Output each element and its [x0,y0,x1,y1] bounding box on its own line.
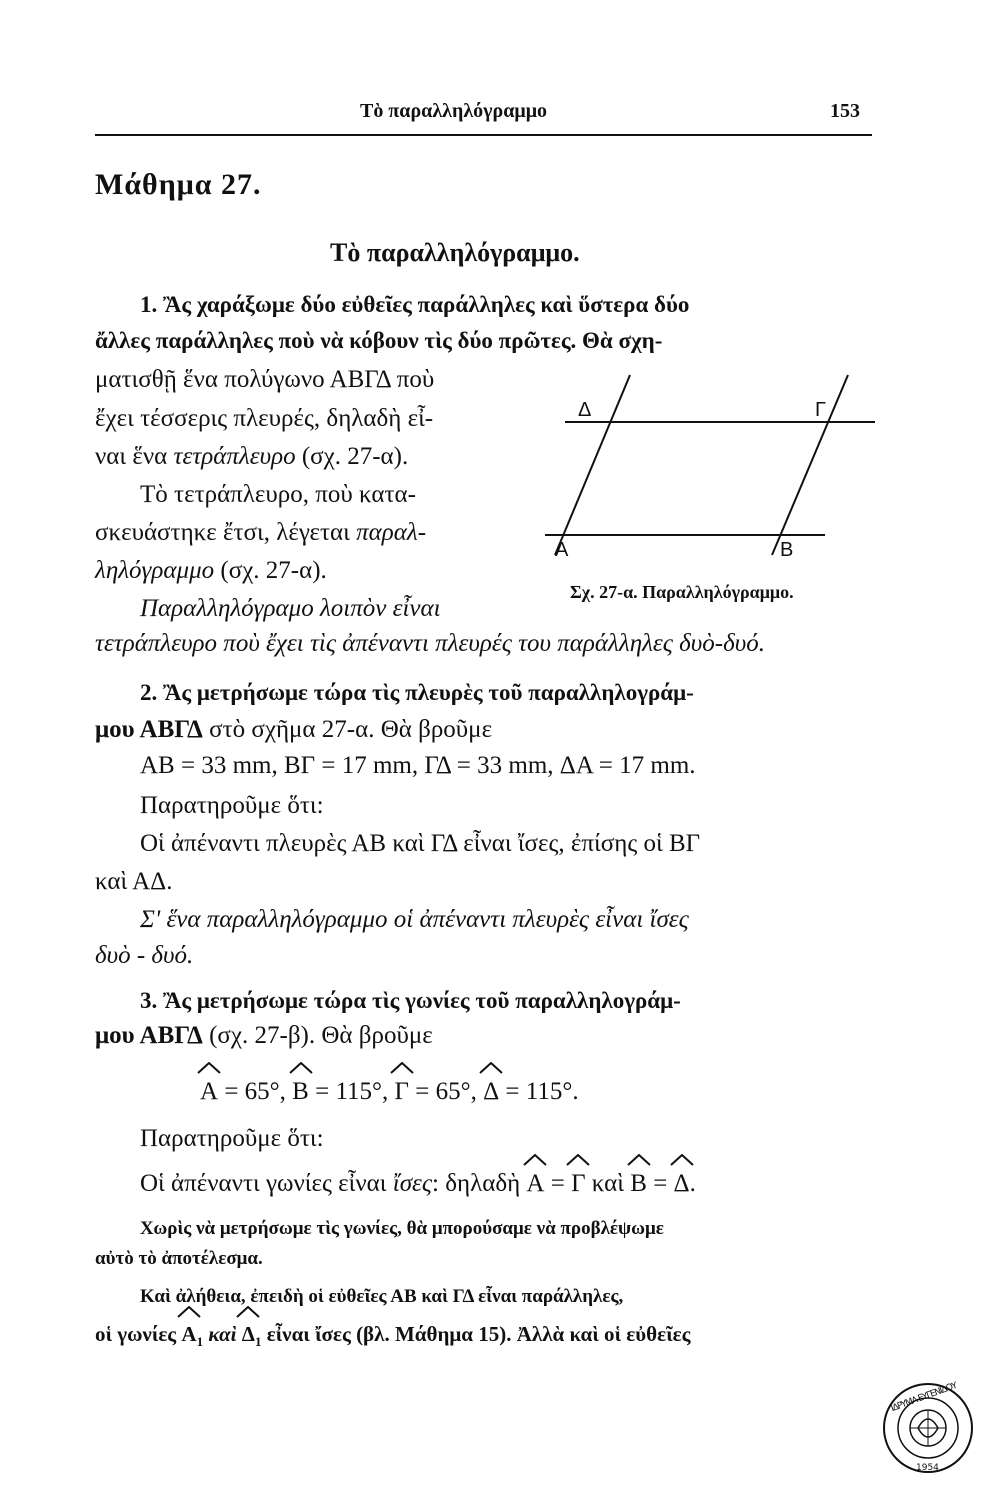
eq-equals-2: = [646,1170,674,1197]
para1-line5-c: (σχ. 27-α). [295,443,409,470]
para1-line8 [95,557,327,585]
truth-angle-A1 [181,1322,196,1347]
vertex-label-G: Γ [815,399,827,421]
truth-D-subscript: 1 [254,1334,262,1350]
lesson-title: Τὸ παραλληλόγραμμο. [330,238,580,267]
angle-B-letter: Β [292,1078,309,1105]
running-title: Τὸ παραλληλόγραμμο [360,100,548,122]
para3-truth-line2 [95,1322,690,1350]
truth-D-letter: Δ [241,1322,255,1346]
truth-and: καὶ [203,1322,242,1346]
truth-A-letter: Α [181,1322,197,1346]
lesson-label: Μάθημα 27. [95,168,262,201]
angle-hat-icon [236,1306,260,1318]
angle-hat-icon [670,1154,694,1166]
truth-A-subscript: 1 [196,1334,204,1350]
para1-line9: Παραλληλόγραμο λοιπὸν εἶναι [140,595,441,622]
para2-rule-line1: Σ' ἕνα παραλληλόγραμμο οἱ ἀπέναντι πλευρὲς εἶναι ἴσες [140,906,689,933]
angle-hat-icon [289,1062,313,1074]
para2-obs-line2: καὶ ΑΔ. [95,868,173,895]
eq-angle-A [526,1170,544,1198]
eq-equals-1: = [544,1170,572,1197]
para2-line2-b: στὸ σχῆμα 27-α. Θὰ βροῦμε [202,716,493,743]
angle-A [200,1078,218,1106]
para1-line5-a: ναι ἕνα [95,443,174,470]
para1-line10: τετράπλευρο ποὺ ἔχει τὶς ἀπέναντι πλευρές του παράλληλες δυὸ-δυό. [95,630,765,657]
angle-G-value: = 65°, [408,1078,484,1105]
para2-observe: Παρατηροῦμε ὅτι: [140,792,324,819]
angle-G [395,1078,409,1106]
para2-rule-line2: δυὸ - δυό. [95,942,194,969]
para2-obs-line1: Οἱ ἀπέναντι πλευρὲς ΑΒ καὶ ΓΔ εἶναι ἴσες, ἐπίσης οἱ ΒΓ [140,830,701,857]
truth-angle-D1 [242,1322,255,1347]
angle-measurements [200,1078,579,1106]
para1-line7 [95,519,426,547]
eq-text: Οἱ ἀπέναντι γωνίες εἶναι [140,1170,393,1197]
para1-line4: ἔχει τέσσερις πλευρές, δηλαδὴ εἶ- [95,405,434,432]
angle-A-letter: Α [200,1078,219,1105]
truth-a: οἱ γωνίες [95,1322,182,1346]
angle-D-letter: Δ [483,1078,500,1105]
parallelogram-figure [540,370,880,610]
angle-hat-icon [523,1154,547,1166]
para1-line3: ματισθῇ ἕνα πολύγωνο ΑΒΓΔ ποὺ [95,366,435,393]
angle-hat-icon [479,1062,503,1074]
para1-line5 [95,443,408,471]
eq-text2: : δηλαδὴ [432,1170,527,1197]
para1-line8-term: ληλόγραμμο [95,557,215,584]
para1-line1: 1. Ἂς χαράξωμε δύο εὐθεῖες παράλληλες καὶ ὕστερα δύο [140,292,690,317]
para3-without-line1: Χωρὶς νὰ μετρήσωμε τὶς γωνίες, θὰ μπορούσαμε νὰ προβλέψωμε [140,1218,664,1239]
eq-angle-D [674,1170,690,1198]
angle-hat-icon [177,1306,201,1318]
para3-truth-line1: Καὶ ἀλήθεια, ἐπειδὴ οἱ εὐθεῖες ΑΒ καὶ ΓΔ εἶναι παράλληλες, [140,1286,624,1307]
vertex-label-A: Α [555,539,569,561]
vertex-label-B: Β [780,539,794,561]
seal-text: ΙΔΡΥΜΑ ΕΥΓΕΝΙΔΟΥ [889,1380,959,1415]
para3-line2 [95,1022,433,1050]
line-BG [772,375,848,555]
angle-B-value: = 115°, [308,1078,395,1105]
para2-line1: 2. Ἂς μετρήσωμε τώρα τὶς πλευρὲς τοῦ παραλληλογράμ- [140,680,694,705]
angle-hat-icon [627,1154,651,1166]
figure-caption: Σχ. 27-α. Παραλληλόγραμμο. [570,582,794,602]
angle-B [292,1078,309,1106]
para3-without-line2: αὐτὸ τὸ ἀποτέλεσμα. [95,1248,263,1269]
angle-hat-icon [197,1062,221,1074]
para3-line1: 3. Ἂς μετρήσωμε τώρα τὶς γωνίες τοῦ παραλληλογράμ- [140,988,681,1013]
angle-hat-icon [566,1154,590,1166]
eq-end: . [689,1170,696,1197]
para2-line2-a: μου ΑΒΓΔ [95,716,203,743]
para1-line7-term: παραλ- [356,519,427,546]
header-rule [95,134,872,136]
eq-B-letter: Β [630,1170,647,1197]
foundation-seal [880,1380,976,1476]
vertex-label-D: Δ [578,399,592,421]
angle-G-letter: Γ [394,1078,409,1105]
eq-and: καὶ [585,1170,631,1197]
para1-line7-a: σκευάστηκε ἔτσι, λέγεται [95,519,357,546]
para3-line2-a: μου ΑΒΓΔ [95,1022,203,1049]
seal-year: 1954 [916,1463,939,1473]
page-number: 153 [830,100,860,122]
para1-line6: Τὸ τετράπλευρο, ποὺ κατα- [140,481,416,508]
line-AD [555,375,630,555]
angle-A-value: = 65°, [218,1078,293,1105]
angle-hat-icon [390,1062,414,1074]
para3-observe: Παρατηροῦμε ὅτι: [140,1125,324,1152]
angle-D [483,1078,499,1106]
eq-G-letter: Γ [571,1170,586,1197]
eq-angle-B [630,1170,647,1198]
para2-line2 [95,716,492,744]
para1-line5-term: τετράπλευρο [173,443,296,470]
para3-line2-b: (σχ. 27-β). Θὰ βροῦμε [202,1022,433,1049]
eq-A-letter: Α [526,1170,545,1197]
eq-italic: ἴσες [392,1170,433,1197]
eq-D-letter: Δ [673,1170,690,1197]
para1-line2: ἄλλες παράλληλες ποὺ νὰ κόβουν τὶς δύο πρῶτες. Θὰ σχη- [95,328,663,353]
eq-angle-G [571,1170,585,1198]
truth-end: εἶναι ἴσες (βλ. Μάθημα 15). Ἀλλὰ καὶ οἱ εὐθεῖες [261,1322,691,1346]
side-measurements: ΑΒ = 33 mm, ΒΓ = 17 mm, ΓΔ = 33 mm, ΔΑ = 17 mm. [140,752,696,779]
angle-D-value: = 115°. [499,1078,579,1105]
para1-line8-b: (σχ. 27-α). [214,557,327,584]
angle-equality-line [140,1170,696,1198]
